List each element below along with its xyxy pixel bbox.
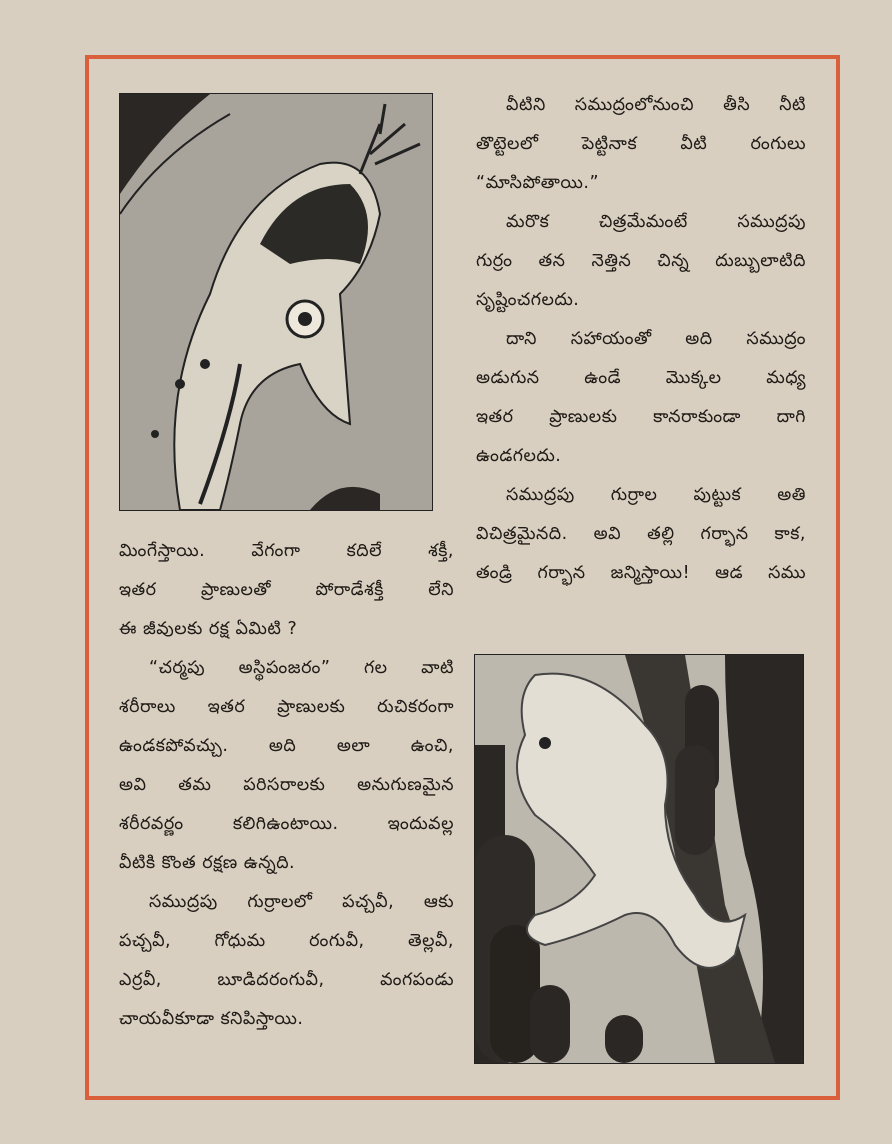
paragraph-line: సముద్రపు గుర్రాలలో పచ్చవీ, ఆకు — [149, 892, 454, 912]
paragraph-line: ఇతర ప్రాణులకు కానరాకుండా దాగి — [476, 407, 806, 427]
paragraph-line: “మాసిపోతాయి.” — [476, 173, 600, 193]
paragraph-line: “చర్మపు అస్థిపంజరం” గల వాటి — [149, 658, 454, 678]
paragraph-line: చాయవీకూడా కనిపిస్తాయి. — [119, 1009, 304, 1029]
paragraph-line: సృష్టించగలదు. — [476, 290, 580, 310]
paragraph-line: ఉండగలదు. — [476, 446, 562, 466]
right-column-text — [476, 86, 806, 593]
paragraph-line: అడుగున ఉండే మొక్కల మధ్య — [476, 368, 806, 388]
paragraph-line: వీటిని సముద్రంలోనుంచి తీసి నీటి — [506, 95, 806, 115]
paragraph-line: విచిత్రమైనది. అవి తల్లి గర్భాన కాక, — [476, 524, 806, 544]
paragraph-line: తొట్టెలలో పెట్టినాక వీటి రంగులు — [476, 134, 806, 154]
paragraph-line: ఉండకపోవచ్చు. అది అలా ఉంచి, — [119, 736, 454, 756]
paragraph-line: మింగేస్తాయి. వేగంగా కదిలే శక్తీ, — [119, 541, 454, 561]
seahorse-head-illustration — [119, 93, 433, 511]
paragraph-line: శరీరవర్ణం కలిగిఉంటాయి. ఇందువల్ల — [119, 814, 454, 834]
paragraph-line: వీటికి కొంత రక్షణ ఉన్నది. — [119, 853, 296, 873]
paragraph-line: ఎర్రవీ, బూడిదరంగువీ, వంగపండు — [119, 970, 454, 990]
paragraph-line: మరొక చిత్రమేమంటే సముద్రపు — [506, 212, 806, 232]
paragraph-line: ఈ జీవులకు రక్ష ఏమిటి ? — [119, 619, 298, 639]
paragraph-line: సముద్రపు గుర్రాల పుట్టుక అతి — [506, 485, 806, 505]
paragraph-line: దాని సహాయంతో అది సముద్రం — [506, 329, 806, 349]
paragraph-line: ఇతర ప్రాణులతో పోరాడేశక్తీ లేని — [119, 580, 454, 600]
paragraph-line: గుర్రం తన నెత్తిన చిన్న దుబ్బులాటిది — [476, 251, 806, 271]
left-column-text — [119, 532, 454, 1039]
paragraph-line: అవి తమ పరిసరాలకు అనుగుణమైన — [119, 775, 454, 795]
paragraph-line: పచ్చవీ, గోధుమ రంగువీ, తెల్లవీ, — [119, 931, 454, 951]
paragraph-line: తండ్రి గర్భాన జన్మిస్తాయి! ఆడ సము — [476, 563, 806, 583]
paragraph-line: శరీరాలు ఇతర ప్రాణులకు రుచికరంగా — [119, 697, 454, 717]
seahorse-seaweed-illustration — [474, 654, 804, 1064]
